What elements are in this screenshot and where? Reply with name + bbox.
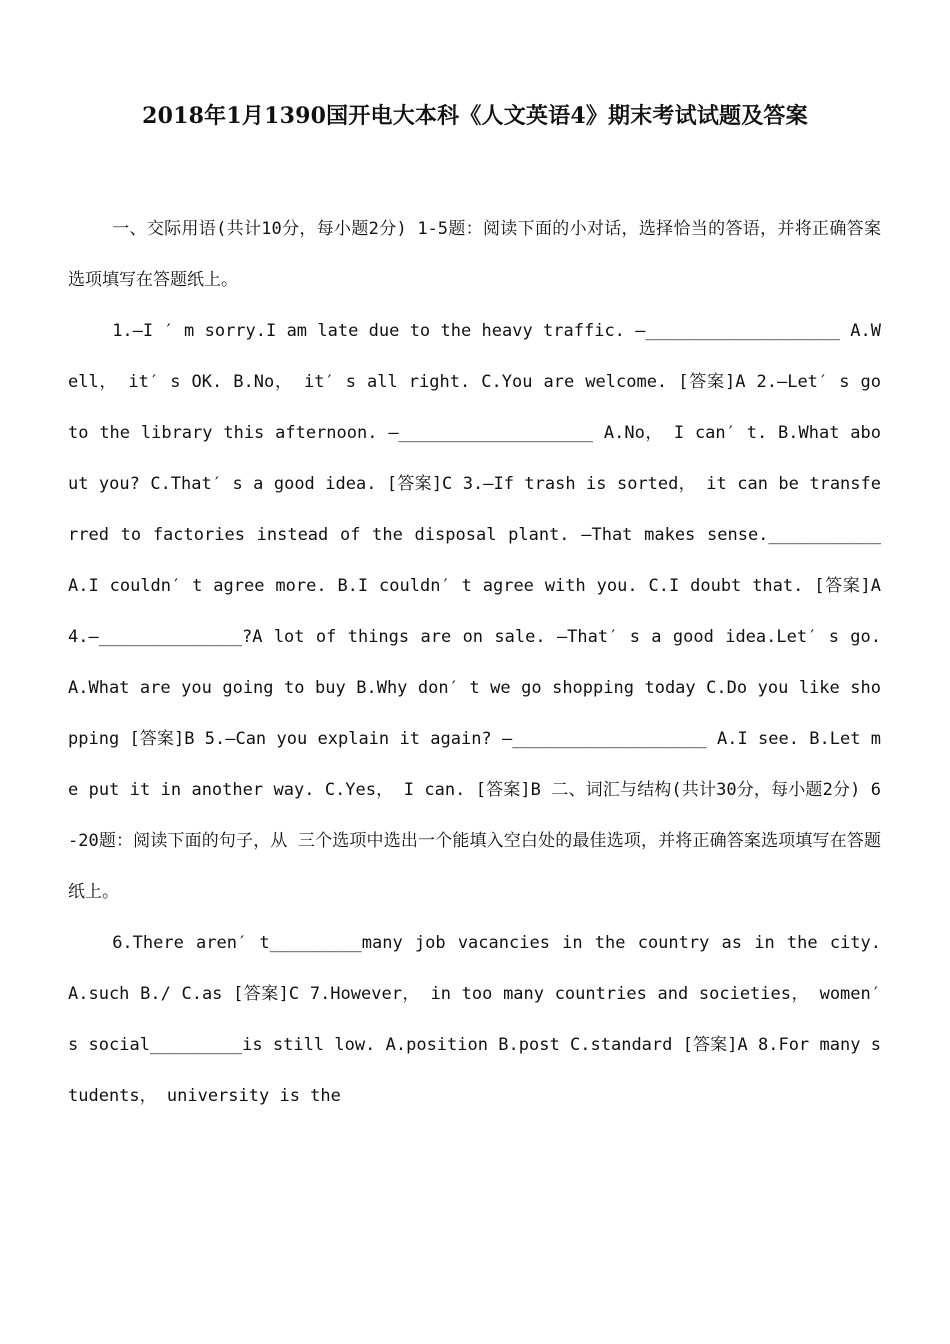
section-one-instructions: 一、交际用语(共计10分，每小题2分) 1-5题：阅读下面的小对话，选择恰当的答语，并将正确答案选项填写在答题纸上。 bbox=[68, 219, 881, 290]
questions-1-to-5-and-section-two: 1.—I ′ m sorry.I am late due to the heavy traffic. —___________________ A.Well， it′ s OK. B.No， it′ s all right. C.You are welcome. [答案]A 2.—Let′ s go to the library this afternoon. —___________________ A.No， I can′ t. B.What about you? C.That′ s a good idea. [答案]C 3.—If trash is sorted， it can be transferred to factories instead of the disposal plant. —That makes sense.___________ A.I couldn′ t agree more. B.I couldn′ t agree with you. C.I doubt that. [答案]A 4.—______________?A lot of things are on sale. —That′ s a good idea.Let′ s go. A.What are you going to buy B.Why don′ t we go shopping today C.Do you like shopping [答案]B 5.—Can you explain it again? —___________________ A.I see. B.Let me put it in another way. C.Yes， I can. [答案]B 二、词汇与结构(共计30分，每小题2分) 6-20题：阅读下面的句子，从 三个选项中选出一个能填入空白处的最佳选项，并将正确答案选项填写在答题纸上。 bbox=[68, 321, 881, 902]
document-title: 2018年1月1390国开电大本科《人文英语4》期末考试试题及答案 bbox=[142, 103, 808, 129]
document-body bbox=[68, 204, 881, 1122]
questions-6-to-8: 6.There aren′ t_________many job vacancies in the country as in the city. A.such B./ C.as [答案]C 7.However， in too many countries and societies， women′ s social_________is still low. A.position B.post C.standard [答案]A 8.For many students， university is the bbox=[68, 933, 881, 1106]
